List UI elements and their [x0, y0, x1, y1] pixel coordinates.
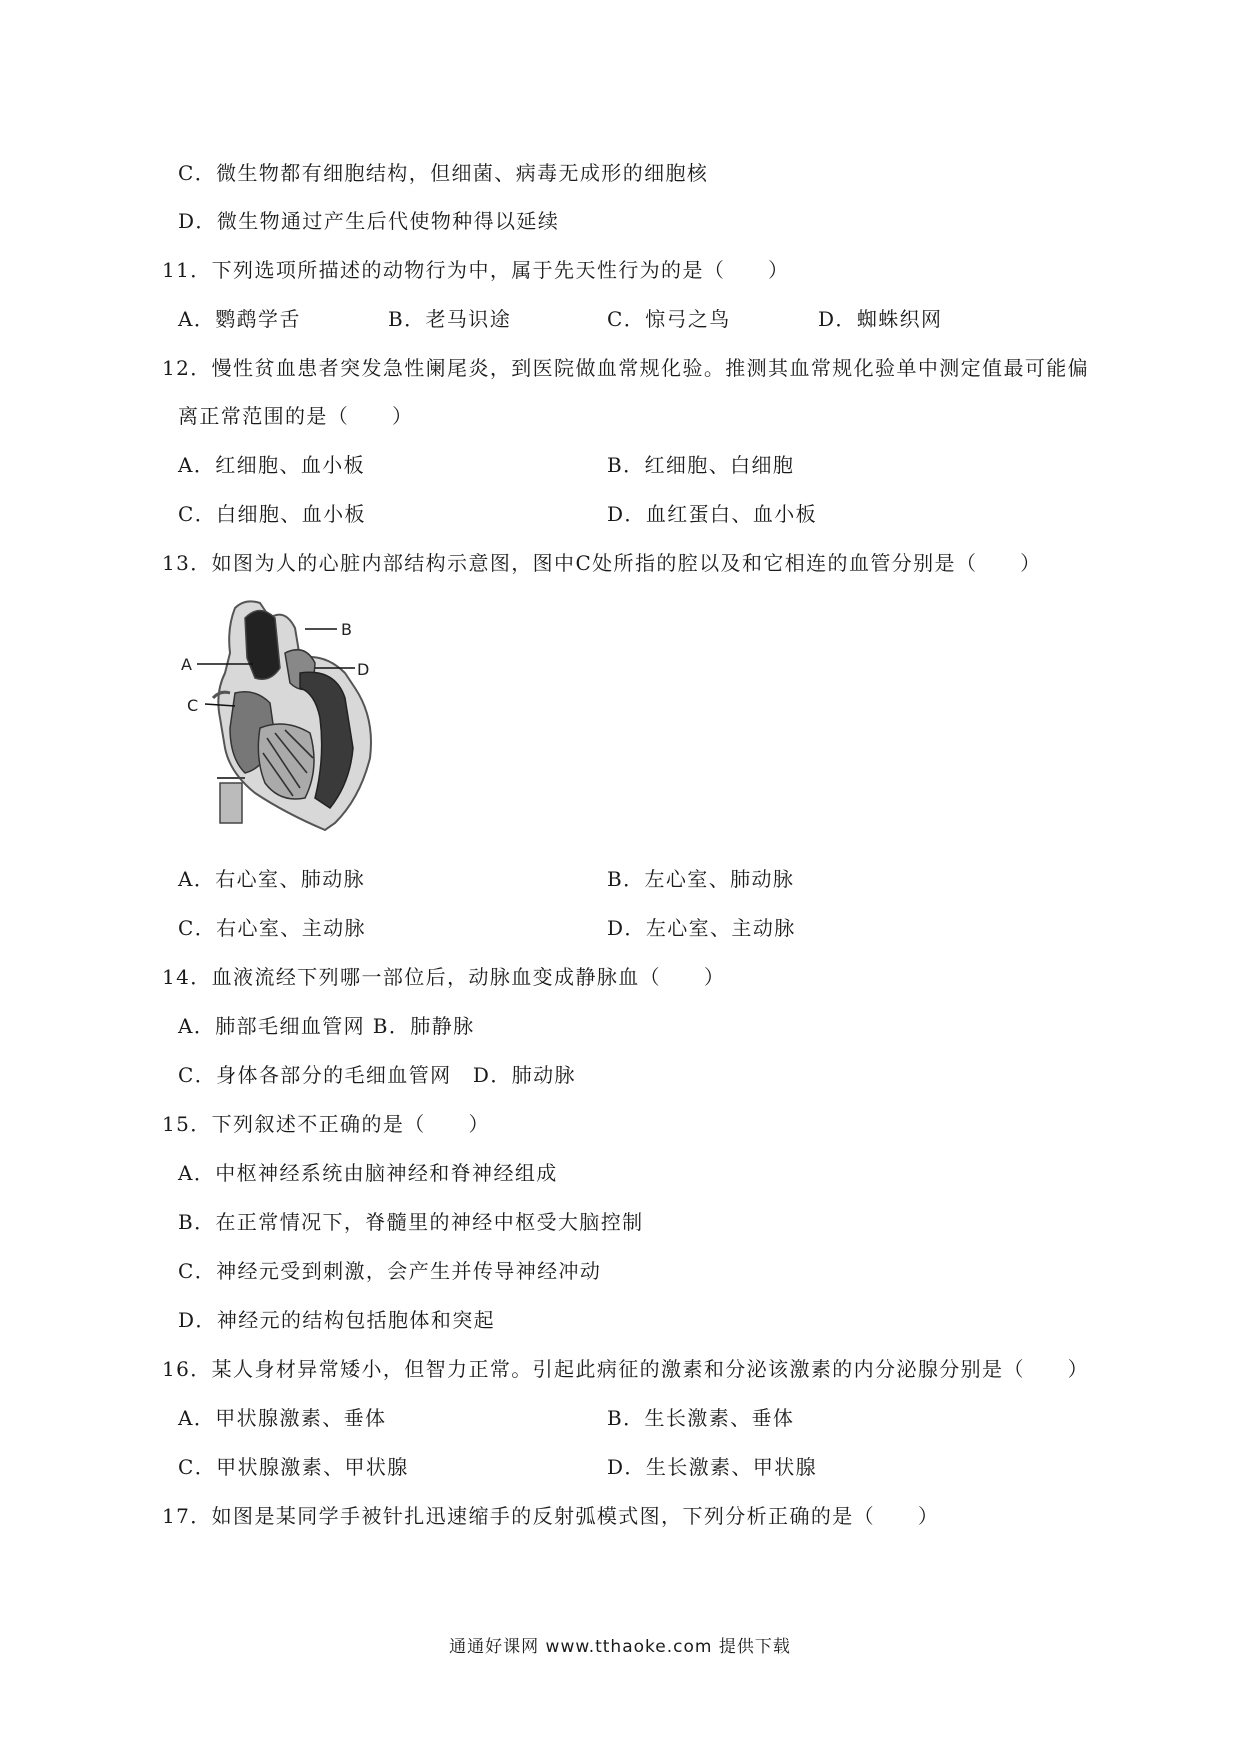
q14-options-cd: C．身体各部分的毛细血管网 D．肺动脉	[178, 1063, 576, 1087]
q11-option-d: D．蜘蛛织网	[818, 307, 943, 331]
q16-option-a: A．甲状腺激素、垂体	[178, 1406, 387, 1430]
q15-option-c: C．神经元受到刺激，会产生并传导神经冲动	[178, 1259, 602, 1283]
q12-option-d: D．血红蛋白、血小板	[607, 502, 818, 526]
q15-option-d: D．神经元的结构包括胞体和突起	[178, 1308, 496, 1332]
option-c-prev: C．微生物都有细胞结构，但细菌、病毒无成形的细胞核	[178, 161, 709, 185]
figure-label-a: A	[181, 655, 192, 674]
question-14-stem: 14．血液流经下列哪一部位后，动脉血变成静脉血（ ）	[162, 965, 726, 989]
figure-label-b: B	[341, 620, 352, 639]
q15-option-a: A．中枢神经系统由脑神经和脊神经组成	[178, 1161, 558, 1185]
q16-option-b: B．生长激素、垂体	[607, 1406, 795, 1430]
question-12-stem-line2: 离正常范围的是（ ）	[178, 404, 414, 428]
question-16-stem: 16．某人身材异常矮小，但智力正常。引起此病征的激素和分泌该激素的内分泌腺分别是（ ）	[162, 1357, 1090, 1381]
q12-option-c: C．白细胞、血小板	[178, 502, 366, 526]
heart-structure-figure	[175, 598, 425, 838]
q15-option-b: B．在正常情况下，脊髓里的神经中枢受大脑控制	[178, 1210, 644, 1234]
page-footer: 通通好课网 www.tthaoke.com 提供下载	[449, 1637, 791, 1657]
question-11-stem: 11．下列选项所描述的动物行为中，属于先天性行为的是（ ）	[162, 258, 790, 282]
q13-option-d: D．左心室、主动脉	[607, 916, 796, 940]
q11-option-a: A．鹦鹉学舌	[178, 307, 301, 331]
q11-option-b: B．老马识途	[388, 307, 512, 331]
q13-option-c: C．右心室、主动脉	[178, 916, 366, 940]
q11-option-c: C．惊弓之鸟	[607, 307, 731, 331]
q16-option-d: D．生长激素、甲状腺	[607, 1455, 818, 1479]
question-17-stem: 17．如图是某同学手被针扎迅速缩手的反射弧模式图，下列分析正确的是（ ）	[162, 1504, 940, 1528]
q16-option-c: C．甲状腺激素、甲状腺	[178, 1455, 409, 1479]
question-15-stem: 15．下列叙述不正确的是（ ）	[162, 1112, 490, 1136]
question-13-stem: 13．如图为人的心脏内部结构示意图，图中C处所指的腔以及和它相连的血管分别是（ ）	[162, 551, 1042, 575]
q13-option-a: A．右心室、肺动脉	[178, 867, 366, 891]
q13-option-b: B．左心室、肺动脉	[607, 867, 795, 891]
figure-label-c: C	[187, 696, 199, 715]
option-d-prev: D．微生物通过产生后代使物种得以延续	[178, 209, 560, 233]
q12-option-a: A．红细胞、血小板	[178, 453, 366, 477]
question-12-stem-line1: 12．慢性贫血患者突发急性阑尾炎，到医院做血常规化验。推测其血常规化验单中测定值最可能偏	[162, 356, 1090, 380]
q14-options-ab: A．肺部毛细血管网 B．肺静脉	[178, 1014, 475, 1038]
figure-label-d: D	[357, 660, 370, 679]
q12-option-b: B．红细胞、白细胞	[607, 453, 795, 477]
